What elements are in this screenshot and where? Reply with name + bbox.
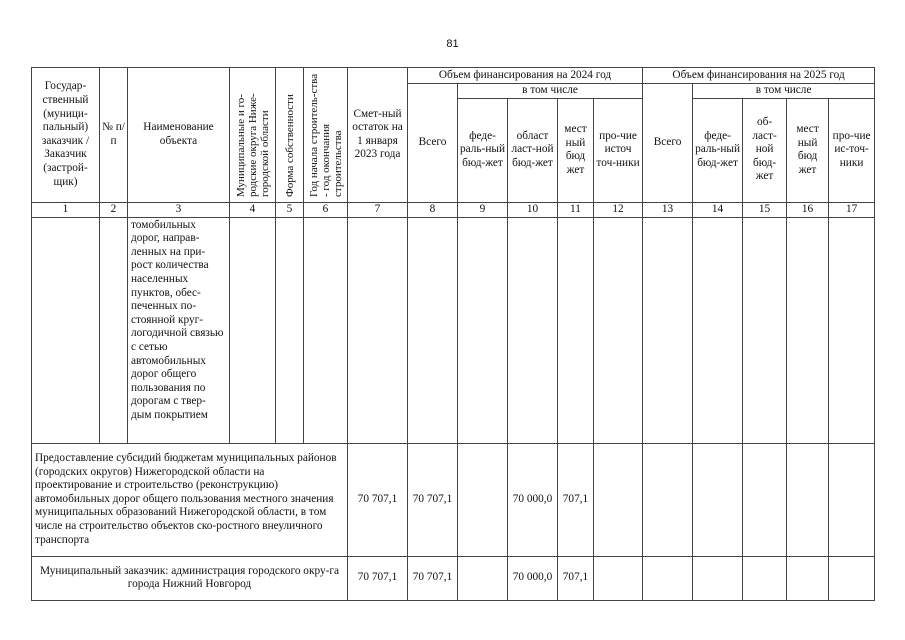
header-ownership: Форма собственности bbox=[276, 68, 304, 203]
column-number-7: 7 bbox=[348, 202, 408, 217]
column-number-15: 15 bbox=[743, 202, 787, 217]
header-customer: Государ-ственный (муници-пальный) заказчик / Заказчик (застрой-щик) bbox=[32, 68, 100, 203]
subsidy-regional-2024: 70 000,0 bbox=[508, 443, 558, 556]
customer-total-2024: 70 707,1 bbox=[408, 556, 458, 600]
header-num: № п/ п bbox=[100, 68, 128, 203]
subsidy-local-2024: 707,1 bbox=[558, 443, 594, 556]
header-incl-2025: в том числе bbox=[693, 84, 875, 99]
customer-description: Муниципальный заказчик: администрация городского окру-га города Нижний Новгород bbox=[32, 556, 348, 600]
column-number-6: 6 bbox=[304, 202, 348, 217]
column-number-8: 8 bbox=[408, 202, 458, 217]
header-municipality: Муниципальные и го-родские округа Ниже-городской области bbox=[230, 68, 276, 203]
table-row-customer bbox=[32, 556, 875, 600]
header-name: Наименование объекта bbox=[128, 68, 230, 203]
column-number-14: 14 bbox=[693, 202, 743, 217]
header-total-2025: Всего bbox=[643, 84, 693, 203]
header-fin-2025: Объем финансирования на 2025 год bbox=[643, 68, 875, 84]
column-number-2: 2 bbox=[100, 202, 128, 217]
column-number-13: 13 bbox=[643, 202, 693, 217]
customer-balance: 70 707,1 bbox=[348, 556, 408, 600]
column-number-16: 16 bbox=[787, 202, 829, 217]
subsidy-balance: 70 707,1 bbox=[348, 443, 408, 556]
object-name-continuation: томобильных дорог, направ-ленных на при-рост количества населенных пунктов, обес-печенных по-стоянной круг-логодичной связью с сетью автомобильных дорог общего пользования по дорогам с твер-дым покрытием bbox=[128, 217, 230, 443]
header-regional-2025: об-ласт-ной бюд-жет bbox=[743, 98, 787, 202]
header-other-2024: про-чие источ точ-ники bbox=[594, 98, 643, 202]
column-number-12: 12 bbox=[594, 202, 643, 217]
table-row-continuation bbox=[32, 217, 875, 443]
header-fin-2024: Объем финансирования на 2024 год bbox=[408, 68, 643, 84]
header-federal-2024: феде-раль-ный бюд-жет bbox=[458, 98, 508, 202]
header-other-2025: про-чие ис-точ-ники bbox=[829, 98, 875, 202]
header-years: Год начала строитель-ства - год окончания строительства bbox=[304, 68, 348, 203]
customer-local-2024: 707,1 bbox=[558, 556, 594, 600]
header-local-2025: мест ный бюд жет bbox=[787, 98, 829, 202]
header-regional-2024: област ласт-ной бюд-жет bbox=[508, 98, 558, 202]
header-local-2024: мест ный бюд жет bbox=[558, 98, 594, 202]
column-number-17: 17 bbox=[829, 202, 875, 217]
column-numbers-row bbox=[32, 202, 875, 217]
subsidy-description: Предоставление субсидий бюджетам муниципальных районов (городских округов) Нижегородской области на проектирование и строительство (реконструкцию) автомобильных дорог общего пользования местного значения муниципальных образований Нижегородской области, в том числе на строительство объектов ско-ростного внеуличного транспорта bbox=[32, 443, 348, 556]
header-balance: Смет-ный остаток на 1 января 2023 года bbox=[348, 68, 408, 203]
column-number-11: 11 bbox=[558, 202, 594, 217]
header-federal-2025: феде-раль-ный бюд-жет bbox=[693, 98, 743, 202]
page-number: 81 bbox=[446, 38, 459, 50]
financing-table bbox=[31, 67, 875, 601]
column-number-5: 5 bbox=[276, 202, 304, 217]
header-incl-2024: в том числе bbox=[458, 84, 643, 99]
column-number-10: 10 bbox=[508, 202, 558, 217]
column-number-3: 3 bbox=[128, 202, 230, 217]
column-number-4: 4 bbox=[230, 202, 276, 217]
column-number-9: 9 bbox=[458, 202, 508, 217]
table-row-subsidy bbox=[32, 443, 875, 556]
customer-regional-2024: 70 000,0 bbox=[508, 556, 558, 600]
subsidy-total-2024: 70 707,1 bbox=[408, 443, 458, 556]
header-total-2024: Всего bbox=[408, 84, 458, 203]
column-number-1: 1 bbox=[32, 202, 100, 217]
